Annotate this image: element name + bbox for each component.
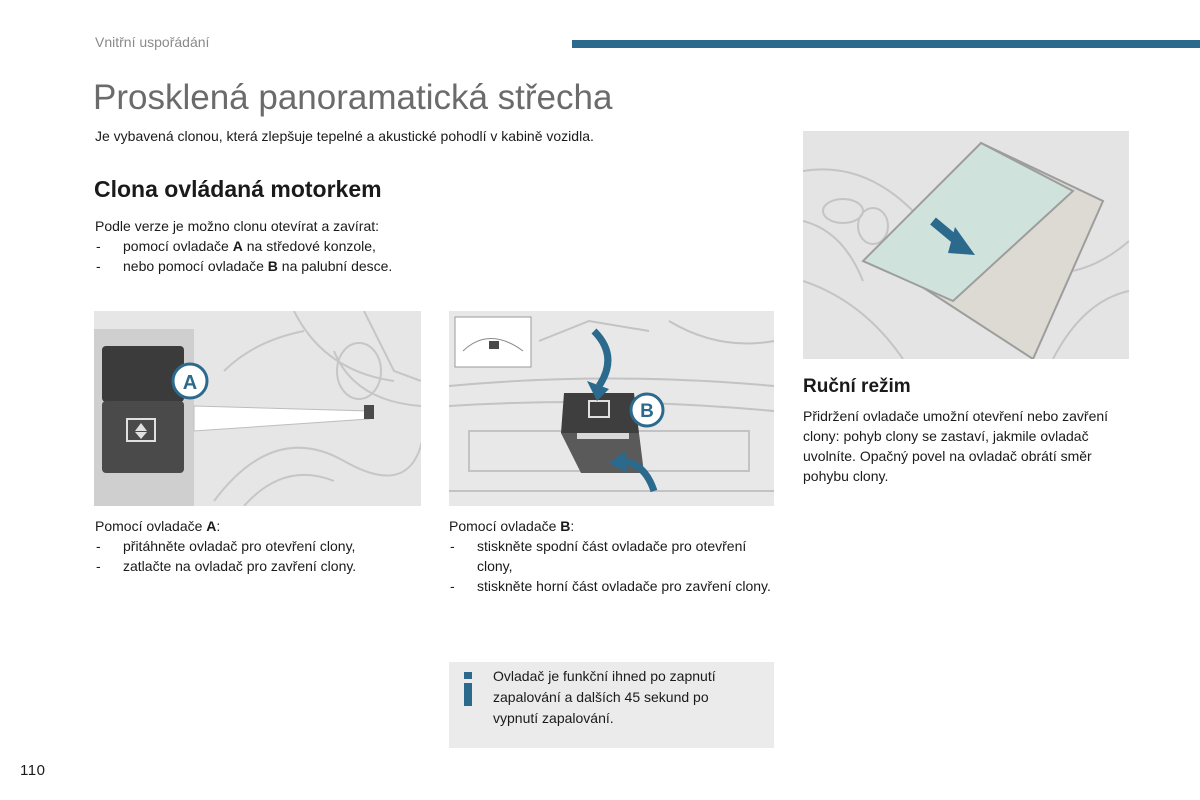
caption-a [95, 516, 425, 576]
list-item: - zatlačte na ovladač pro zavření clony. [95, 556, 425, 576]
list-item: - pomocí ovladače A na středové konzole, [95, 236, 455, 256]
intro-paragraph: Je vybavená clonou, která zlepšuje tepelné a akustické pohodlí v kabině vozidla. [95, 128, 594, 144]
info-note [449, 662, 774, 748]
badge-a: A [182, 372, 198, 394]
section-label: Vnitřní uspořádání [95, 34, 210, 50]
console-switch-illustration [94, 311, 421, 506]
page-number: 110 [20, 762, 46, 779]
list-item: - nebo pomocí ovladače B na palubní desce. [95, 256, 455, 276]
motor-options-list [95, 236, 455, 276]
motor-section-heading: Clona ovládaná motorkem [94, 176, 382, 202]
badge-b: B [640, 401, 654, 422]
dashboard-switch-illustration [449, 311, 774, 506]
panoramic-roof-illustration [803, 131, 1129, 359]
header-rule [572, 40, 1200, 48]
caption-a-lead: Pomocí ovladače A: [95, 518, 221, 534]
caption-b-list [449, 536, 779, 596]
motor-options-lead: Podle verze je možno clonu otevírat a zavírat: [95, 218, 380, 234]
list-item: - stiskněte spodní část ovladače pro otevření clony, [449, 536, 779, 576]
motor-options [95, 216, 455, 276]
caption-b-lead: Pomocí ovladače B: [449, 518, 575, 534]
info-text: Ovladač je funkční ihned po zapnutí zapalování a dalších 45 sekund po vypnutí zapalování. [493, 668, 716, 726]
caption-a-list [95, 536, 425, 576]
page-title: Prosklená panoramatická střecha [93, 78, 613, 117]
manual-mode-heading: Ruční režim [803, 376, 911, 397]
list-item: - přitáhněte ovladač pro otevření clony, [95, 536, 425, 556]
manual-mode-text: Přidržení ovladače umožní otevření nebo zavření clony: pohyb clony se zastaví, jakmile ovladač uvolníte. Opačný povel na ovladač obrátí směr pohybu clony. [803, 408, 1109, 484]
list-item: - stiskněte horní část ovladače pro zavření clony. [449, 576, 779, 596]
info-icon [461, 672, 475, 706]
caption-b [449, 516, 779, 596]
